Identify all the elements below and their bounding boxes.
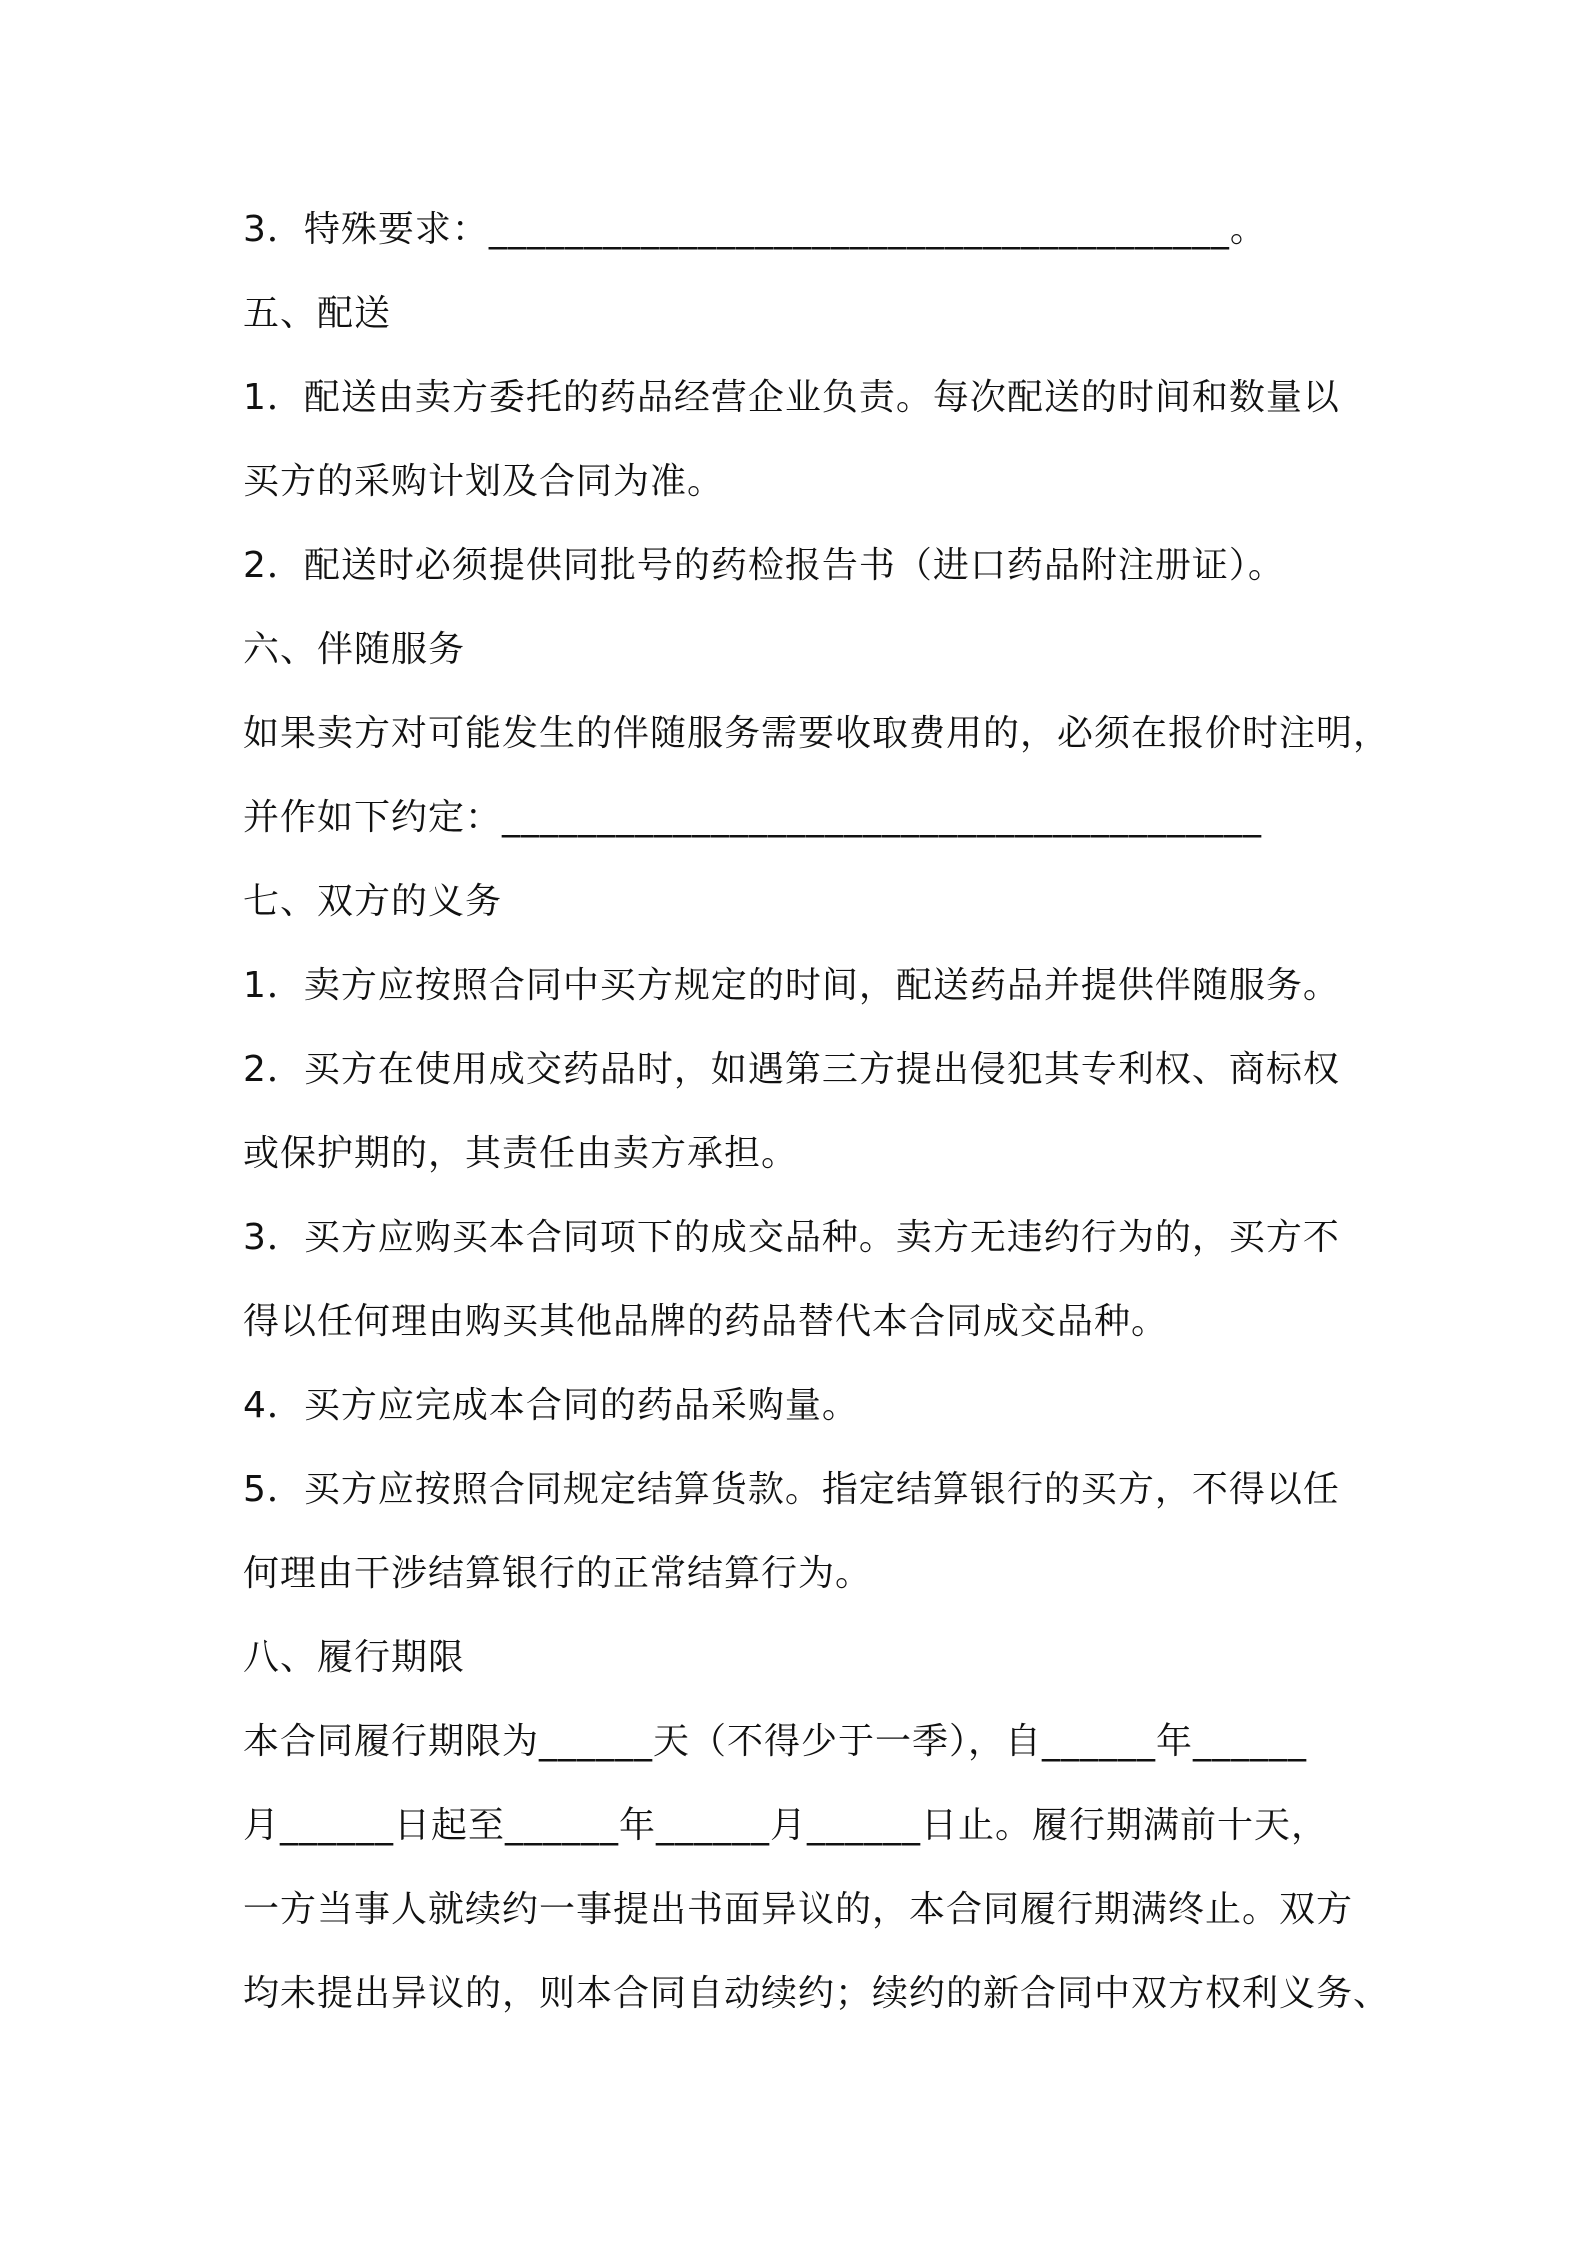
section-6-text-line-2: 并作如下约定：________________________________________ (243, 797, 1263, 838)
clause-7-3-line-1: 3．买方应购买本合同项下的成交品种。卖方无违约行为的，买方不 (243, 1217, 1340, 1258)
section-6-text-line-1: 如果卖方对可能发生的伴随服务需要收取费用的，必须在报价时注明， (243, 713, 1391, 754)
clause-5-2: 2．配送时必须提供同批号的药检报告书（进口药品附注册证）。 (243, 545, 1285, 586)
clause-7-3-line-2: 得以任何理由购买其他品牌的药品替代本合同成交品种。 (243, 1301, 1169, 1342)
clause-7-2-line-1: 2．买方在使用成交药品时，如遇第三方提出侵犯其专利权、商标权 (243, 1049, 1340, 1090)
section-6-heading-services: 六、伴随服务 (243, 629, 466, 670)
section-8-text-line-4: 均未提出异议的，则本合同自动续约；续约的新合同中双方权利义务、 (243, 1973, 1391, 2014)
section-8-text-line-1: 本合同履行期限为______天（不得少于一季），自______年______ (243, 1721, 1308, 1762)
section-7-heading-obligations: 七、双方的义务 (243, 881, 503, 922)
clause-5-1-line-1: 1．配送由卖方委托的药品经营企业负责。每次配送的时间和数量以 (243, 377, 1340, 418)
section-8-heading-term: 八、履行期限 (243, 1637, 466, 1678)
contract-body (243, 198, 1391, 2046)
clause-7-1: 1．卖方应按照合同中买方规定的时间，配送药品并提供伴随服务。 (243, 965, 1340, 1006)
section-8-text-line-2: 月______日起至______年______月______日止。履行期满前十天， (243, 1805, 1329, 1846)
section-8-text-line-3: 一方当事人就续约一事提出书面异议的，本合同履行期满终止。双方 (243, 1889, 1354, 1930)
clause-7-4: 4．买方应完成本合同的药品采购量。 (243, 1385, 859, 1426)
clause-4-3-special-requirements: 3．特殊要求：_______________________________________。 (243, 209, 1267, 250)
clause-7-5-line-2: 何理由干涉结算银行的正常结算行为。 (243, 1553, 873, 1594)
clause-7-2-line-2: 或保护期的，其责任由卖方承担。 (243, 1133, 799, 1174)
section-5-heading-delivery: 五、配送 (243, 293, 392, 334)
clause-5-1-line-2: 买方的采购计划及合同为准。 (243, 461, 725, 502)
clause-7-5-line-1: 5．买方应按照合同规定结算货款。指定结算银行的买方，不得以任 (243, 1469, 1340, 1510)
